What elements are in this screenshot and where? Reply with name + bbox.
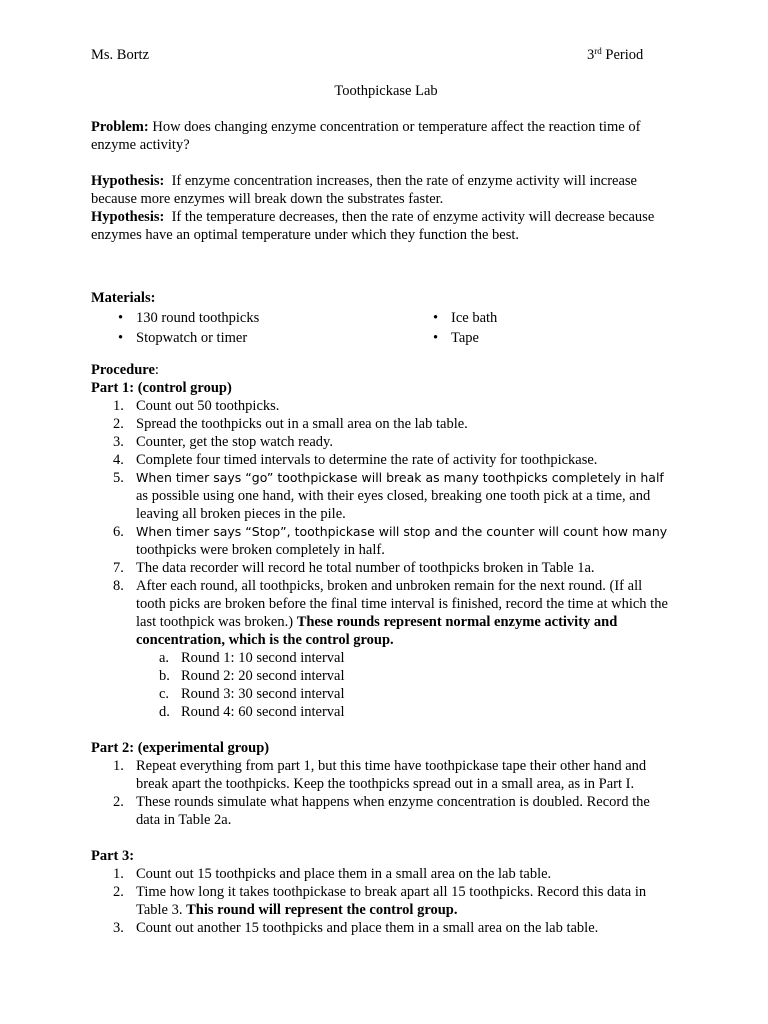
list-item bbox=[433, 329, 479, 347]
part1-steps bbox=[91, 397, 671, 721]
material-text: 130 round toothpicks bbox=[136, 310, 260, 326]
list-number: 3. bbox=[113, 920, 124, 936]
procedure-colon: : bbox=[154, 362, 159, 378]
list-number: 5. bbox=[113, 470, 124, 486]
step-text: Complete four timed intervals to determine the rate of activity for toothpickase. bbox=[136, 452, 598, 468]
round-text: Round 2: 20 second interval bbox=[181, 668, 345, 684]
period-suffix: rd bbox=[594, 46, 602, 56]
list-item bbox=[91, 685, 671, 703]
document-body bbox=[91, 46, 671, 937]
part3-label: Part 3: bbox=[91, 848, 135, 864]
step-text: Count out another 15 toothpicks and place them in a small area on the lab table. bbox=[136, 920, 599, 936]
list-item bbox=[91, 451, 671, 469]
part1-heading bbox=[91, 379, 671, 397]
bullet: • bbox=[433, 330, 439, 346]
hypothesis-2 bbox=[91, 208, 671, 244]
procedure-heading bbox=[91, 361, 671, 379]
step-text-bold: These rounds represent normal enzyme activity and concentration, which is the control group. bbox=[136, 614, 618, 648]
page-header bbox=[91, 46, 671, 64]
part3-steps bbox=[91, 865, 671, 937]
list-number: 2. bbox=[113, 416, 124, 432]
part2-heading bbox=[91, 739, 671, 757]
material-text: Tape bbox=[451, 330, 479, 346]
hypothesis-text: If enzyme concentration increases, then the rate of enzyme activity will increase because more enzymes will break down the substrates faster. bbox=[91, 173, 637, 207]
list-number: 3. bbox=[113, 434, 124, 450]
hypothesis-label: Hypothesis: bbox=[91, 209, 165, 225]
step-text: Spread the toothpicks out in a small area on the lab table. bbox=[136, 416, 468, 432]
document-title: Toothpickase Lab bbox=[334, 83, 438, 99]
list-letter: c. bbox=[159, 686, 170, 702]
step-text: toothpicks were broken completely in half. bbox=[136, 542, 385, 558]
round-text: Round 3: 30 second interval bbox=[181, 686, 345, 702]
list-item bbox=[91, 667, 671, 685]
period-word: Period bbox=[605, 47, 644, 63]
list-number: 1. bbox=[113, 758, 124, 774]
list-item bbox=[118, 309, 260, 327]
material-text: Stopwatch or timer bbox=[136, 330, 248, 346]
round-text: Round 1: 10 second interval bbox=[181, 650, 345, 666]
list-letter: d. bbox=[159, 704, 170, 720]
step-text: Counter, get the stop watch ready. bbox=[136, 434, 333, 450]
teacher-name: Ms. Bortz bbox=[91, 47, 149, 63]
list-item bbox=[91, 919, 671, 937]
step-text: Count out 15 toothpicks and place them in a small area on the lab table. bbox=[136, 866, 552, 882]
problem-label: Problem: bbox=[91, 119, 149, 135]
list-letter: a. bbox=[159, 650, 170, 666]
problem-statement bbox=[91, 118, 671, 154]
class-period bbox=[587, 46, 643, 64]
list-number: 2. bbox=[113, 794, 124, 810]
list-item bbox=[91, 703, 671, 721]
part2-steps bbox=[91, 757, 671, 829]
period-number: 3 bbox=[587, 47, 595, 63]
list-item bbox=[91, 469, 671, 523]
round-list bbox=[91, 649, 671, 721]
list-number: 6. bbox=[113, 524, 124, 540]
hypothesis-1 bbox=[91, 172, 671, 208]
step-text: After each round, all toothpicks, broken and unbroken remain for the next round. (If all tooth picks are broken before the final time interval is finished, record the time at which the last toothpick was broken.) bbox=[136, 578, 668, 630]
step-text: These rounds simulate what happens when enzyme concentration is doubled. Record the data in Table 2a. bbox=[136, 794, 650, 828]
material-text: Ice bath bbox=[451, 310, 498, 326]
list-item bbox=[91, 757, 671, 793]
list-item bbox=[91, 649, 671, 667]
bullet: • bbox=[433, 310, 439, 326]
problem-text: How does changing enzyme concentration or temperature affect the reaction time of enzyme activity? bbox=[91, 119, 641, 153]
step-text-sans: When timer says “go” toothpickase will break as many toothpicks completely in half bbox=[136, 470, 664, 485]
hypothesis-text: If the temperature decreases, then the rate of enzyme activity will decrease because enzymes have an optimal temperature under which they function the best. bbox=[91, 209, 655, 243]
list-letter: b. bbox=[159, 668, 170, 684]
list-item bbox=[91, 883, 671, 919]
step-text-sans: When timer says “Stop”, toothpickase will stop and the counter will count how many bbox=[136, 524, 668, 539]
list-number: 2. bbox=[113, 884, 124, 900]
part1-label: Part 1: (control group) bbox=[91, 380, 232, 396]
list-item bbox=[91, 865, 671, 883]
step-text: as possible using one hand, with their eyes closed, breaking one tooth pick at a time, and leaving all broken pieces in the pile. bbox=[136, 488, 651, 522]
list-item bbox=[91, 559, 671, 577]
list-number: 7. bbox=[113, 560, 124, 576]
materials-label: Materials: bbox=[91, 290, 156, 306]
materials-heading bbox=[91, 289, 671, 307]
list-number: 4. bbox=[113, 452, 124, 468]
list-number: 1. bbox=[113, 866, 124, 882]
part3-heading bbox=[91, 847, 671, 865]
list-number: 1. bbox=[113, 398, 124, 414]
list-item bbox=[118, 329, 248, 347]
hypothesis-label: Hypothesis: bbox=[91, 173, 165, 189]
list-item bbox=[91, 577, 671, 721]
materials-list bbox=[91, 309, 671, 349]
step-text-bold: This round will represent the control group. bbox=[186, 902, 458, 918]
list-number: 8. bbox=[113, 578, 124, 594]
list-item bbox=[91, 397, 671, 415]
step-text: Count out 50 toothpicks. bbox=[136, 398, 280, 414]
list-item bbox=[91, 793, 671, 829]
list-item bbox=[91, 415, 671, 433]
list-item bbox=[91, 523, 671, 559]
bullet: • bbox=[118, 310, 124, 326]
bullet: • bbox=[118, 330, 124, 346]
step-text: Time how long it takes toothpickase to break apart all 15 toothpicks. Record this data in Table 3. bbox=[136, 884, 647, 918]
round-text: Round 4: 60 second interval bbox=[181, 704, 345, 720]
step-text: The data recorder will record he total number of toothpicks broken in Table 1a. bbox=[136, 560, 595, 576]
step-text: Repeat everything from part 1, but this time have toothpickase tape their other hand and break apart the toothpicks. Keep the toothpicks spread out in a small area, as in Part I. bbox=[136, 758, 647, 792]
list-item bbox=[91, 433, 671, 451]
procedure-label: Procedure bbox=[91, 362, 155, 378]
part2-label: Part 2: (experimental group) bbox=[91, 740, 270, 756]
list-item bbox=[433, 309, 498, 327]
